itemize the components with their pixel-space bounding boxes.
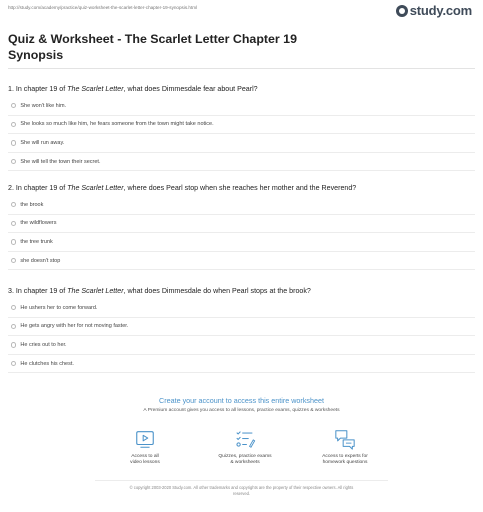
premium-description: A Premium account gives you access to all lessons, practice exams, quizzes & worksheets bbox=[143, 408, 340, 413]
option-label: He cries out to her. bbox=[20, 341, 67, 348]
study-logo-icon bbox=[396, 5, 408, 17]
question-1-option-d[interactable] bbox=[8, 153, 475, 172]
question-2-option-a[interactable] bbox=[8, 196, 475, 215]
footer-divider bbox=[95, 480, 388, 481]
question-3 bbox=[8, 287, 475, 373]
page-title bbox=[8, 31, 338, 63]
question-1-number: 1. bbox=[8, 85, 14, 93]
feature-quizzes-line-1: Quizzes, practice exams bbox=[218, 454, 272, 459]
premium-features bbox=[95, 428, 395, 466]
page-url: http://study.com/academy/practice/quiz-worksheet-the-scarlet-letter-chapter-19-synopsis.html bbox=[8, 5, 198, 10]
question-2-option-d[interactable] bbox=[8, 252, 475, 271]
radio-button[interactable] bbox=[11, 140, 16, 145]
feature-video-lessons bbox=[95, 428, 195, 466]
option-label: She looks so much like him, he fears someone from the town might take notice. bbox=[20, 121, 214, 128]
question-1-text bbox=[8, 85, 475, 93]
question-1-option-a[interactable] bbox=[8, 97, 475, 116]
question-1 bbox=[8, 85, 475, 171]
question-2-suffix: , where does Pearl stop when she reaches her mother and the Reverend? bbox=[123, 184, 357, 192]
radio-button[interactable] bbox=[11, 122, 16, 127]
question-2-prefix: In chapter 19 of bbox=[13, 184, 68, 192]
radio-button[interactable] bbox=[11, 324, 16, 329]
question-3-option-a[interactable] bbox=[8, 299, 475, 318]
question-3-suffix: , what does Dimmesdale do when Pearl stops at the brook? bbox=[123, 287, 311, 295]
question-3-prefix: In chapter 19 of bbox=[13, 287, 68, 295]
radio-button[interactable] bbox=[11, 202, 16, 207]
radio-button[interactable] bbox=[11, 239, 16, 244]
question-2-number: 2. bbox=[8, 184, 14, 192]
radio-button[interactable] bbox=[11, 103, 16, 108]
option-label: she doesn't stop bbox=[20, 257, 61, 264]
create-account-link[interactable]: Create your account to access this entire worksheet bbox=[159, 396, 324, 405]
title-divider bbox=[8, 68, 475, 69]
radio-button[interactable] bbox=[11, 361, 16, 366]
copyright-line-1: © copyright 2003-2020 Study.com. All other trademarks and copyrights are the property of their respective owners. All rights bbox=[129, 485, 354, 490]
feature-quizzes-line-2: & worksheets bbox=[230, 460, 260, 465]
question-3-option-b[interactable] bbox=[8, 318, 475, 337]
radio-button[interactable] bbox=[11, 221, 16, 226]
option-label: She will tell the town their secret. bbox=[20, 158, 101, 165]
question-2 bbox=[8, 184, 475, 270]
option-label: He gets angry with her for not moving faster. bbox=[20, 323, 129, 330]
feature-experts bbox=[295, 428, 395, 466]
feature-video-line-2: video lessons bbox=[130, 460, 160, 465]
feature-experts-line-2: homework questions bbox=[322, 460, 368, 465]
option-label: the brook bbox=[20, 201, 44, 208]
option-label: He clutches his chest. bbox=[20, 360, 74, 367]
radio-button[interactable] bbox=[11, 305, 16, 310]
option-label: the wildflowers bbox=[20, 220, 57, 227]
page-title-line-2: Synopsis bbox=[8, 48, 64, 62]
chat-bubbles-icon bbox=[334, 428, 356, 450]
question-3-option-d[interactable] bbox=[8, 355, 475, 374]
option-label: the tree trunk bbox=[20, 238, 53, 245]
radio-button[interactable] bbox=[11, 258, 16, 263]
question-1-prefix: In chapter 19 of bbox=[13, 85, 68, 93]
feature-video-line-1: Access to all bbox=[131, 454, 159, 459]
radio-button[interactable] bbox=[11, 159, 16, 164]
quiz-checklist-icon bbox=[234, 428, 256, 450]
question-1-option-c[interactable] bbox=[8, 134, 475, 153]
question-3-number: 3. bbox=[8, 287, 14, 295]
question-1-suffix: , what does Dimmesdale fear about Pearl? bbox=[123, 85, 258, 93]
copyright-line-2: reserved. bbox=[232, 491, 251, 496]
question-1-option-b[interactable] bbox=[8, 116, 475, 135]
question-2-option-b[interactable] bbox=[8, 215, 475, 234]
feature-quizzes bbox=[195, 428, 295, 466]
feature-experts-line-1: Access to experts for bbox=[322, 454, 368, 459]
radio-button[interactable] bbox=[11, 342, 16, 347]
question-3-text bbox=[8, 287, 475, 295]
option-label: She will run away. bbox=[20, 139, 65, 146]
question-1-book-title: The Scarlet Letter bbox=[67, 85, 124, 93]
question-2-book-title: The Scarlet Letter bbox=[67, 184, 124, 192]
question-2-text bbox=[8, 184, 475, 192]
study-logo[interactable] bbox=[396, 3, 472, 18]
option-label: He ushers her to come forward. bbox=[20, 304, 98, 311]
page-title-line-1: Quiz & Worksheet - The Scarlet Letter Chapter 19 bbox=[8, 32, 297, 46]
question-2-option-c[interactable] bbox=[8, 233, 475, 252]
study-logo-text: study.com bbox=[409, 3, 472, 18]
question-3-book-title: The Scarlet Letter bbox=[67, 287, 124, 295]
question-3-option-c[interactable] bbox=[8, 336, 475, 355]
copyright-footer bbox=[0, 485, 483, 497]
option-label: She won't like him. bbox=[20, 102, 67, 109]
video-play-icon bbox=[134, 428, 156, 450]
